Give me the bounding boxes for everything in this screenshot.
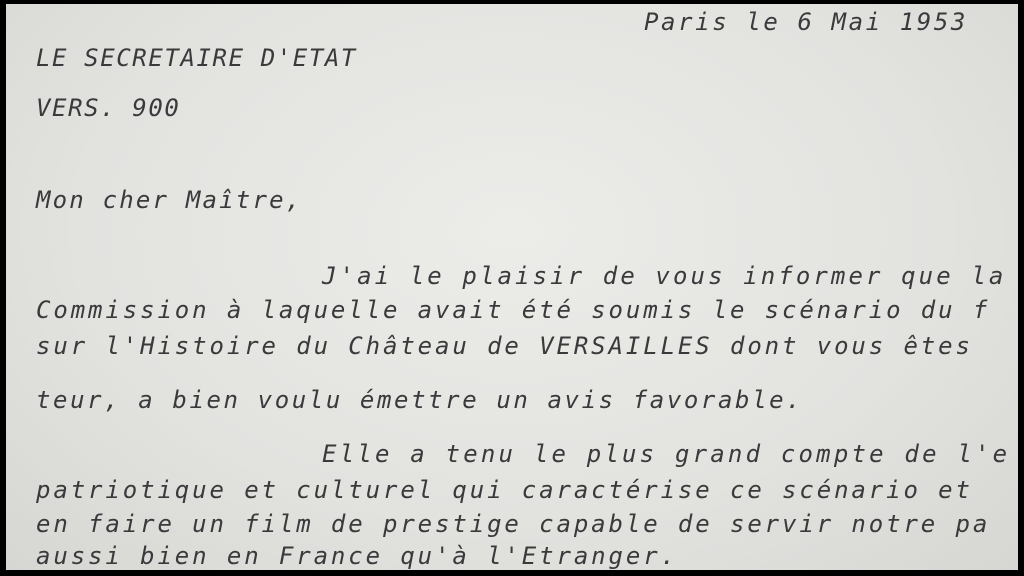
letter-greeting: Mon cher Maître, — [36, 186, 303, 214]
letter-sender: LE SECRETAIRE D'ETAT — [36, 44, 357, 72]
paragraph-2-line-1: Elle a tenu le plus grand compte de l'e — [322, 440, 1011, 468]
letter-reference: VERS. 900 — [36, 94, 181, 122]
paragraph-2-line-3: en faire un film de prestige capable de servir notre pa — [36, 510, 991, 538]
paragraph-2-line-2: patriotique et culturel qui caractérise ce scénario et — [36, 476, 973, 504]
paragraph-2-line-4: aussi bien en France qu'à l'Etranger. — [36, 542, 678, 570]
paragraph-1-line-3: sur l'Histoire du Château de VERSAILLES dont vous êtes — [36, 332, 973, 360]
paragraph-1-line-1: J'ai le plaisir de vous informer que la — [322, 262, 1007, 290]
paragraph-1-line-2: Commission à laquelle avait été soumis le scénario du f — [36, 296, 991, 324]
paragraph-1-line-4: teur, a bien voulu émettre un avis favorable. — [36, 386, 804, 414]
typewritten-letter — [6, 4, 1018, 570]
letter-date: Paris le 6 Mai 1953 — [644, 8, 968, 36]
